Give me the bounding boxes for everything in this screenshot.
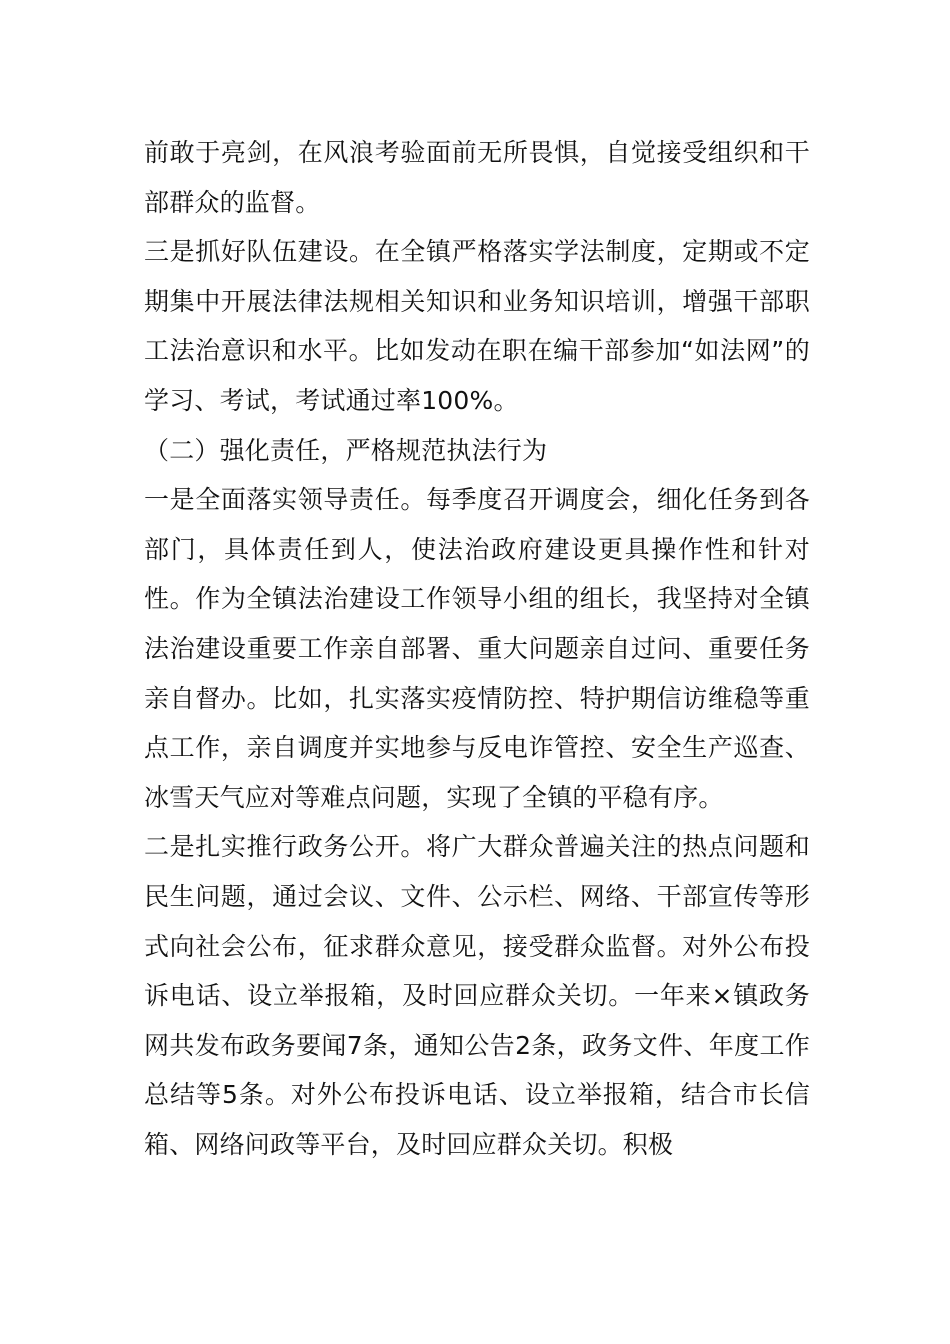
document-body [144, 128, 810, 1169]
paragraph-supervision: 前敢于亮剑，在风浪考验面前无所畏惧，自觉接受组织和干部群众的监督。 [144, 138, 810, 217]
paragraph-leadership-responsibility: 一是全面落实领导责任。每季度召开调度会，细化任务到各部门，具体责任到人，使法治政府建设更具操作性和针对性。作为全镇法治建设工作领导小组的组长，我坚持对全镇法治建设重要工作亲自部署、重大问题亲自过问、重要任务亲自督办。比如，扎实落实疫情防控、特护期信访维稳等重点工作，亲自调度并实地参与反电诈管控、安全生产巡查、冰雪天气应对等难点问题，实现了全镇的平稳有序。 [144, 485, 810, 812]
paragraph-team-building: 三是抓好队伍建设。在全镇严格落实学法制度，定期或不定期集中开展法律法规相关知识和业务知识培训，增强干部职工法治意识和水平。比如发动在职在编干部参加“如法网”的学习、考试，考试通过率100%。 [144, 237, 810, 415]
section-heading-responsibility: （二）强化责任，严格规范执法行为 [144, 435, 548, 465]
paragraph-government-transparency: 二是扎实推行政务公开。将广大群众普遍关注的热点问题和民生问题，通过会议、文件、公示栏、网络、干部宣传等形式向社会公布，征求群众意见，接受群众监督。对外公布投诉电话、设立举报箱，及时回应群众关切。一年来×镇政务网共发布政务要闻7条，通知公告2条，政务文件、年度工作总结等5条。对外公布投诉电话、设立举报箱，结合市长信箱、网络问政等平台，及时回应群众关切。积极 [144, 832, 810, 1159]
